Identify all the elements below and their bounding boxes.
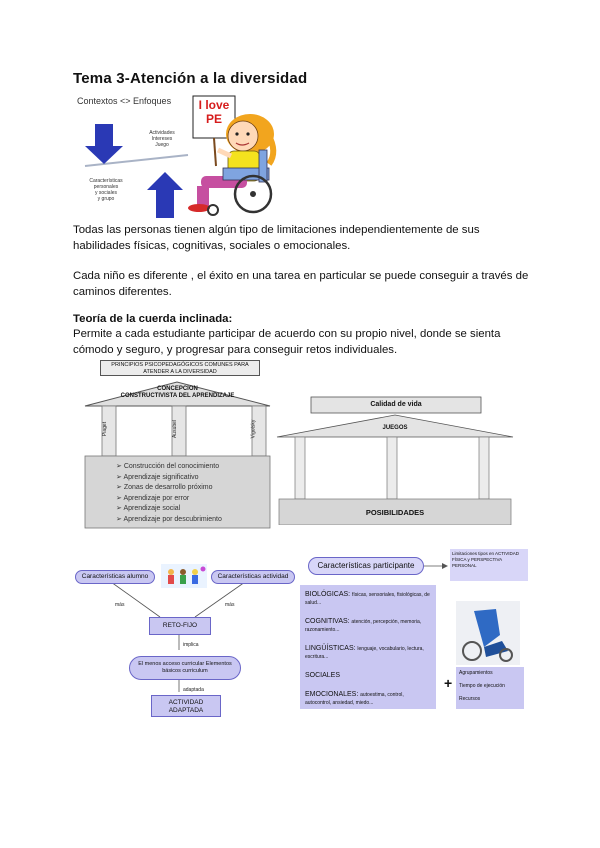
- pillar-label-piaget: Piaget: [102, 421, 109, 437]
- participant-item: [305, 672, 431, 680]
- right-note-line: Juego: [155, 142, 169, 148]
- bullet-text: Construcción del conocimiento: [123, 463, 220, 470]
- bullet-text: Aprendizaje por error: [123, 494, 190, 502]
- item-label: LINGÜÍSTICAS:: [305, 645, 356, 652]
- participant-item: [305, 618, 431, 634]
- roof-line: CONSTRUCTIVISTA DEL APRENDIZAJE: [120, 393, 235, 399]
- arrow-label-mid: implica: [183, 642, 199, 648]
- children-illustration: [161, 564, 207, 588]
- bullet-text: Aprendizaje social: [123, 505, 181, 512]
- arrow-label-left: más: [115, 602, 125, 608]
- participant-item: [305, 645, 431, 661]
- participant-diagram: [300, 545, 530, 715]
- item-label: EMOCIONALES:: [305, 691, 359, 698]
- oval-alumno: Características alumno: [75, 570, 155, 584]
- participant-note: Limitaciones tipos en ACTIVIDAD FÍSICA y PERSPECTIVA PERSONAL: [450, 549, 528, 581]
- bullet-item: ➢ Aprendizaje por descubrimiento: [116, 515, 222, 523]
- temple-diagram-left: [80, 358, 275, 530]
- arrow-label-bottom: adaptada: [183, 687, 204, 693]
- bullet-text: Zonas de desarrollo próximo: [123, 484, 213, 491]
- sign-line2: PE: [205, 112, 222, 126]
- right-note-line: Actividades: [149, 130, 175, 136]
- temple-banner: PRINCIPIOS PSICOPEDAGÓGICOS COMUNES PARA ATENDER A LA DIVERSIDAD: [100, 360, 260, 376]
- participant-item: [305, 691, 431, 707]
- theory-heading: Teoría de la cuerda inclinada:: [73, 313, 233, 325]
- paragraph-theory: Permite a cada estudiante participar de acuerdo con su propio nivel, donde se sienta cómodo y seguro, y progresar para conseguir retos individuales.: [73, 328, 501, 356]
- right-items-box: [456, 667, 524, 709]
- right-item: Agrupamientos: [459, 670, 493, 676]
- item-detail: atención, percepción, memoria, razonamiento...: [305, 619, 422, 633]
- bullet-item: ➢ Aprendizaje social: [116, 505, 181, 512]
- left-note-line: y sociales: [95, 190, 117, 196]
- pillar-label-vigotsky: Vigotsky: [250, 419, 257, 439]
- roof-line: CONCEPCION: [157, 386, 198, 392]
- item-label: COGNITIVAS:: [305, 618, 350, 625]
- temple-diagram-right: [275, 395, 515, 525]
- left-note: [81, 178, 131, 202]
- participant-list: [300, 585, 436, 709]
- right-note-line: Intereses: [151, 136, 173, 142]
- bullet-item: ➢ Aprendizaje significativo: [116, 473, 199, 481]
- item-label: SOCIALES: [305, 672, 341, 679]
- pillar-label-ausubel: Ausubel: [172, 419, 179, 439]
- bullet-item: ➢ Construcción del conocimiento: [116, 463, 220, 470]
- box-actividad-adaptada: ACTIVIDAD ADAPTADA: [151, 695, 221, 717]
- adapted-chair-photo: [456, 601, 520, 665]
- item-detail: autoestima, control, autocontrol, ansiedad, miedo...: [305, 692, 404, 706]
- left-note-line: personales: [93, 184, 119, 190]
- bullet-text: Aprendizaje significativo: [123, 473, 199, 481]
- down-arrow-icon: [85, 124, 123, 164]
- flow-diagram: [75, 560, 295, 714]
- participant-item: [305, 591, 431, 607]
- left-note-line: y grupo: [97, 196, 115, 202]
- temple-top-label: Calidad de vida: [370, 401, 422, 408]
- bullet-item: ➢ Zonas de desarrollo próximo: [116, 484, 213, 491]
- bullet-text: Aprendizaje por descubrimiento: [123, 515, 222, 523]
- sign-line1: I love: [198, 98, 230, 112]
- arrow-label-right: más: [225, 602, 235, 608]
- paragraph-each-child: Cada niño es diferente , el éxito en una tarea en particular se puede conseguir a través de caminos diferentes.: [73, 270, 529, 298]
- oval-actividad: Características actividad: [211, 570, 295, 584]
- temple-roof-label: [120, 386, 235, 400]
- temple-roof-label-right: JUEGOS: [382, 425, 408, 431]
- sign-text: [193, 98, 235, 126]
- temple-base-label: POSIBILIDADES: [365, 508, 425, 517]
- item-detail: lenguaje, vocabulario, lectura, escritura...: [305, 646, 424, 660]
- bullet-item: ➢ Aprendizaje por error: [116, 494, 190, 502]
- temple-right-graphic: [275, 395, 515, 525]
- right-item: Recursos: [459, 696, 481, 702]
- right-note: [137, 130, 187, 148]
- box-reto: RETO-FIJO: [149, 617, 211, 635]
- left-note-line: Características: [89, 178, 123, 184]
- plus-sign: +: [444, 675, 453, 691]
- page-title: Tema 3-Atención a la diversidad: [73, 70, 308, 87]
- item-detail: físicas, sensoriales, fisiológicas, de salud...: [305, 592, 430, 606]
- oval-acceso: El menos acceso curricular Elementos básicos curriculum: [129, 656, 241, 680]
- item-label: BIOLÓGICAS:: [305, 591, 351, 598]
- right-item: Tiempo de ejecución: [459, 683, 505, 689]
- intro-figure: [73, 94, 283, 220]
- temple-bullets: [116, 462, 222, 525]
- participant-header: Características participante: [308, 557, 424, 575]
- up-arrow-icon: [147, 172, 183, 218]
- paragraph-limitations: Todas las personas tienen algún tipo de limitaciones independientemente de sus habilidades físicas, cognitivas, sociales o emocionales.: [73, 224, 480, 252]
- figure-header: Contextos <> Enfoques: [77, 96, 172, 106]
